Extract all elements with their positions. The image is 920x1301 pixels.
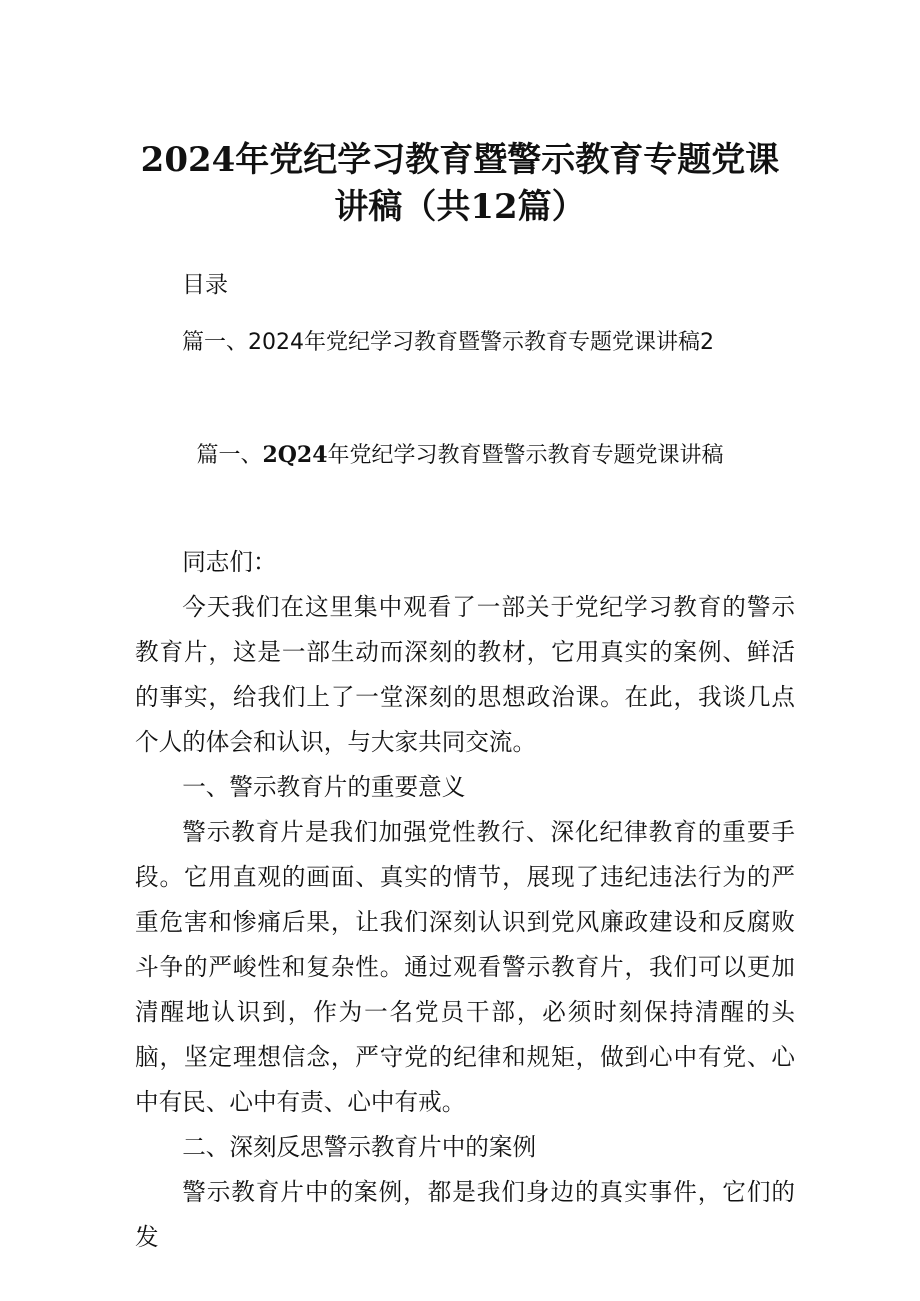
section-heading-number: 2Q24 <box>262 442 328 468</box>
body-paragraph: 警示教育片中的案例，都是我们身边的真实事件，它们的发 <box>135 1178 795 1251</box>
body-paragraph: 警示教育片是我们加强党性教行、深化纪律教育的重要手段。它用直观的画面、真实的情节，展现了违纪违法行为的严重危害和惨痛后果，让我们深刻认识到党风廉政建设和反腐败斗争的严峻性和复杂性。通过观看警示教育片，我们可以更加清醒地认识到，作为一名党员干部，必须时刻保持清醒的头脑，坚定理想信念，严守党的纪律和规矩，做到心中有党、心中有民、心中有责、心中有戒。 <box>135 818 795 1116</box>
section-heading-prefix: 篇一、 <box>196 443 263 468</box>
section-heading <box>0 438 920 473</box>
document-title-line-1: 2024年党纪学习教育暨警示教育专题党课 <box>140 140 780 180</box>
body-paragraph: 今天我们在这里集中观看了一部关于党纪学习教育的警示教育片，这是一部生动而深刻的教材，它用真实的案例、鲜活的事实，给我们上了一堂深刻的思想政治课。在此，我谈几点个人的体会和认识，与大家共同交流。 <box>135 593 795 756</box>
sub-heading-2: 二、深刻反思警示教育片中的案例 <box>182 1133 537 1161</box>
toc-heading: 目录 <box>182 272 228 298</box>
document-title-line-2: 讲稿（共12篇） <box>334 187 586 227</box>
salutation: 同志们： <box>182 548 277 576</box>
section-heading-rest: 年党纪学习教育暨警示教育专题党课讲稿 <box>327 443 724 468</box>
sub-heading-1: 一、警示教育片的重要意义 <box>182 773 466 801</box>
toc-item[interactable]: 篇一、2024年党纪学习教育暨警示教育专题党课讲稿2 <box>182 330 714 355</box>
document-body <box>135 540 795 1260</box>
